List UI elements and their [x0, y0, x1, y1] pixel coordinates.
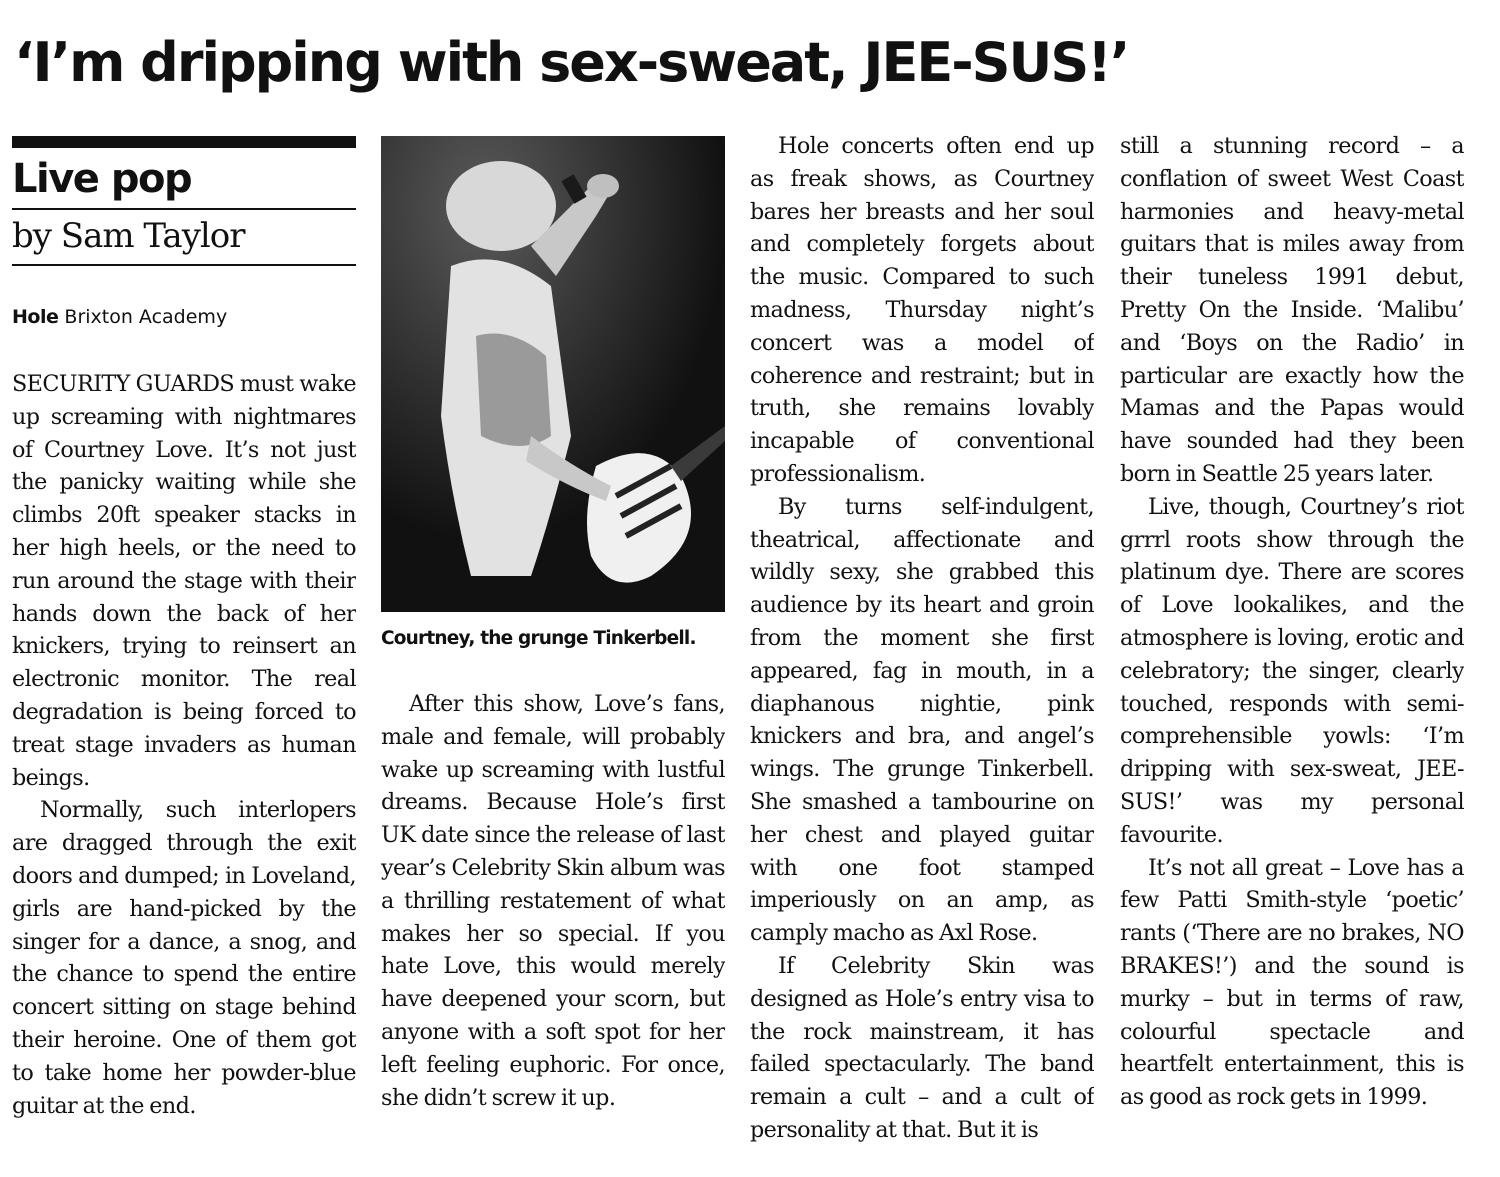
paragraph: It’s not all great – Love has a few Patti Smith-style ‘poetic’ rants (‘There are no brakes, NO BRAKES!’) and the sound is murky – but in terms of raw, colourful spectacle and heartfelt entertainment, this is as good as rock gets in 1999.	[1120, 854, 1464, 1111]
paragraph: still a stunning record – a conflation of sweet West Coast harmonies and heavy-metal guitars that is miles away from their tuneless 1991 debut, Pretty On the Inside. ‘Malibu’ and ‘Boys on the Radio’ in particular are exactly how the Mamas and the Papas would have sounded had they been born in Seattle 25 years later.	[1120, 133, 1464, 487]
concert-photo-icon	[381, 136, 725, 612]
paragraph: Hole concerts often end up as freak shows, as Courtney bares her breasts and her soul and completely forgets about the music. Compared to such madness, Thursday night’s concert was a model of coherence and restraint; but in truth, she remains lovably incapable of conventional professionalism.	[750, 133, 1094, 487]
section-rule-thin	[12, 208, 356, 210]
paragraph: After this show, Love’s fans, male and female, will probably wake up screaming with lustful dreams. Because Hole’s first UK date since the release of last year’s Celebrity Skin album was a thrilling restatement of what makes her so special. If you hate Love, this would merely have deepened your scorn, but anyone with a soft spot for her left feeling euphoric. For once, she didn’t screw it up.	[381, 691, 725, 1111]
paragraph: If Celebrity Skin was designed as Hole’s entry visa to the rock mainstream, it has failed spectacularly. The band remain a cult – and a cult of personality at that. But it is	[750, 952, 1094, 1143]
column-3	[750, 130, 1094, 1160]
column-4-body	[1120, 130, 1464, 1114]
paragraph: By turns self-indulgent, theatrical, affectionate and wildly sexy, she grabbed this audience by its heart and groin from the moment she first appeared, fag in mouth, in a diaphanous nightie, pink knickers and bra, and angel’s wings. The grunge Tinkerbell. She smashed a tambourine on her chest and played guitar with one foot stamped imperiously on an amp, as camply macho as Axl Rose.	[750, 493, 1094, 947]
column-4	[1120, 130, 1464, 1160]
photo-caption: Courtney, the grunge Tinkerbell.	[381, 628, 696, 649]
section-kicker: Live pop	[12, 156, 192, 202]
paragraph: Normally, such interlopers are dragged through the exit doors and dumped; in Loveland, girls are hand-picked by the singer for a dance, a snog, and the chance to spend the entire concert sitting on stage behind their heroine. One of them got to take home her powder-blue guitar at the end.	[12, 797, 356, 1119]
paragraph: SECURITY GUARDS must wake up screaming with nightmares of Courtney Love. It’s not just the panicky waiting while she climbs 20ft speaker stacks in her high heels, or the need to run around the stage with their hands down the back of her knickers, trying to reinsert an electronic monitor. The real degradation is being forced to treat stage invaders as human beings.	[12, 371, 356, 791]
column-2	[381, 130, 725, 1160]
byline-rule	[12, 264, 356, 266]
headline: ‘I’m dripping with sex-sweat, JEE-SUS!’	[14, 31, 1129, 94]
band-name: Hole	[12, 306, 59, 328]
paragraph: Live, though, Courtney’s riot grrrl roots show through the platinum dye. There are scores of Love lookalikes, and the atmosphere is loving, erotic and celebratory; the singer, clearly touched, responds with semi-comprehensible yowls: ‘I’m dripping with sex-sweat, JEE-SUS!’ was my personal favourite.	[1120, 493, 1464, 848]
column-1-body	[12, 368, 356, 1122]
column-2-body	[381, 688, 725, 1114]
column-1	[12, 130, 356, 1160]
section-rule-thick	[12, 136, 356, 148]
venue-name: Brixton Academy	[64, 306, 228, 328]
column-3-body	[750, 130, 1094, 1147]
byline: by Sam Taylor	[12, 216, 245, 256]
concert-photo	[381, 136, 725, 612]
venue-line	[12, 304, 356, 330]
